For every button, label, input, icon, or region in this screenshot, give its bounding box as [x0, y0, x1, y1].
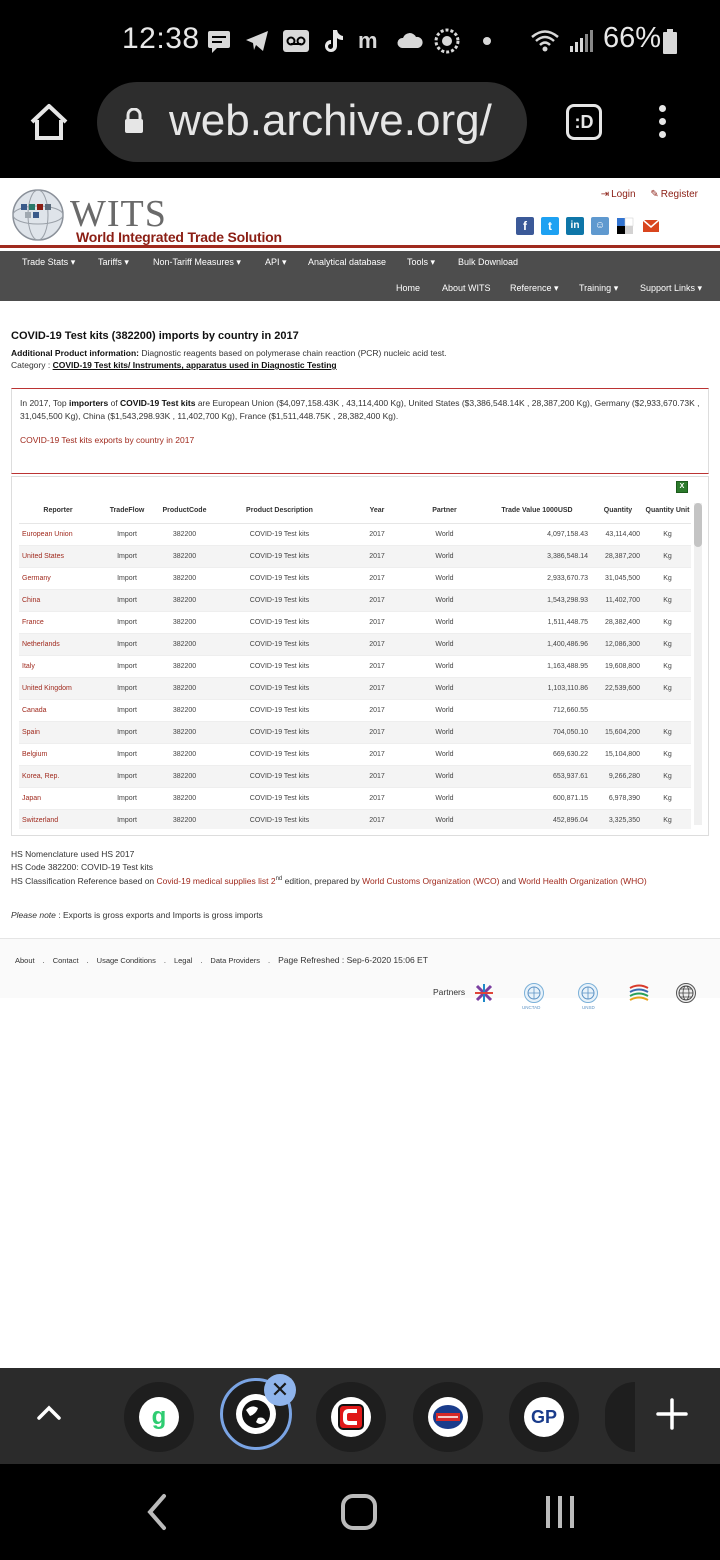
- sports-logo-icon: [428, 1397, 468, 1437]
- table-cell: Kg: [644, 611, 691, 633]
- tab-strip: [0, 1368, 720, 1464]
- summary-of: of: [108, 398, 121, 408]
- nav-row-secondary: [0, 283, 720, 299]
- please-note-text: : Exports is gross exports and Imports is gross imports: [55, 910, 263, 920]
- reporter-link[interactable]: United Kingdom: [19, 677, 97, 699]
- wifi-icon: [530, 28, 564, 54]
- ref-pre: HS Classification Reference based on: [11, 875, 157, 886]
- table-cell: COVID-19 Test kits: [212, 809, 347, 829]
- login-label: Login: [611, 189, 636, 200]
- nav-item-bulk-download[interactable]: Bulk Download: [458, 257, 519, 267]
- close-tab-icon[interactable]: ✕: [264, 1374, 296, 1406]
- table-cell: 2017: [347, 721, 407, 743]
- table-row: [19, 655, 691, 677]
- table-scrollbar[interactable]: [694, 503, 702, 825]
- table-cell: Kg: [644, 523, 691, 545]
- table-cell: 382200: [157, 545, 212, 567]
- footer-separator: .: [200, 956, 203, 965]
- unctad-caption: UNCTAD: [522, 1005, 541, 1010]
- addinfo-text: Diagnostic reagents based on polymerase chain reaction (PCR) nucleic acid test.: [138, 348, 447, 358]
- nav-item-support-links[interactable]: Support Links ▾: [640, 283, 703, 293]
- table-cell: World: [407, 721, 482, 743]
- nav-item-non-tariff-measures[interactable]: Non-Tariff Measures ▾: [153, 257, 241, 267]
- browser-toolbar: [0, 82, 720, 178]
- g-app-icon: g: [139, 1397, 179, 1437]
- table-cell: 2017: [347, 765, 407, 787]
- table-cell: World: [407, 655, 482, 677]
- table-cell: Import: [97, 677, 157, 699]
- category-info: [11, 360, 337, 370]
- table-row: [19, 567, 691, 589]
- please-note: [11, 910, 263, 920]
- table-cell: Kg: [644, 765, 691, 787]
- wits-logo-text[interactable]: WITS: [70, 193, 167, 235]
- table-cell: 2017: [347, 787, 407, 809]
- site-header: [0, 178, 720, 248]
- table-cell: Import: [97, 765, 157, 787]
- hs-code: HS Code 382200: COVID-19 Test kits: [11, 861, 154, 872]
- table-cell: World: [407, 765, 482, 787]
- hs-nomenclature: HS Nomenclature used HS 2017: [11, 849, 135, 859]
- column-header[interactable]: Trade Value 1000USD: [482, 499, 592, 523]
- url-text: web.archive.org/: [169, 96, 492, 145]
- address-bar[interactable]: [97, 82, 527, 162]
- table-cell: 2017: [347, 743, 407, 765]
- table-row: [19, 611, 691, 633]
- table-cell: 382200: [157, 523, 212, 545]
- more-options-icon[interactable]: [652, 102, 672, 142]
- table-cell: 1,400,486.96: [482, 633, 592, 655]
- voicemail-icon: [282, 28, 308, 54]
- email-icon[interactable]: [642, 217, 660, 235]
- table-cell: Import: [97, 699, 157, 721]
- table-cell: 382200: [157, 611, 212, 633]
- table-cell: 452,896.04: [482, 809, 592, 829]
- table-cell: 382200: [157, 677, 212, 699]
- cloud-icon: [396, 28, 422, 54]
- table-cell: 2017: [347, 699, 407, 721]
- table-row: [19, 765, 691, 787]
- table-cell: 2017: [347, 677, 407, 699]
- table-cell: Import: [97, 721, 157, 743]
- table-cell: COVID-19 Test kits: [212, 655, 347, 677]
- column-header[interactable]: Quantity Unit: [644, 499, 691, 523]
- table-cell: Import: [97, 787, 157, 809]
- table-cell: Import: [97, 523, 157, 545]
- table-cell: 2017: [347, 589, 407, 611]
- wits-globe-logo[interactable]: [11, 188, 65, 242]
- table-cell: 28,387,200: [592, 545, 644, 567]
- table-row: [19, 787, 691, 809]
- dropdown-caret-icon: ▾: [611, 283, 619, 293]
- c-app-icon: [331, 1397, 371, 1437]
- table-cell: World: [407, 743, 482, 765]
- table-cell: 2017: [347, 523, 407, 545]
- summary-product: COVID-19 Test kits: [120, 398, 196, 408]
- table-cell: World: [407, 699, 482, 721]
- table-cell: COVID-19 Test kits: [212, 787, 347, 809]
- table-cell: Import: [97, 743, 157, 765]
- table-cell: World: [407, 523, 482, 545]
- dropdown-caret-icon: ▾: [428, 257, 436, 267]
- dropdown-caret-icon: ▾: [233, 257, 241, 267]
- home-icon[interactable]: [26, 100, 72, 146]
- login-link[interactable]: ⇥ Login: [600, 189, 636, 200]
- table-cell: 600,871.15: [482, 787, 592, 809]
- table-cell: [644, 699, 691, 721]
- table-row: [19, 523, 691, 545]
- table-row: [19, 545, 691, 567]
- table-body: [19, 523, 691, 829]
- table-cell: 1,163,488.95: [482, 655, 592, 677]
- tab-thumbnail-g[interactable]: [124, 1382, 194, 1452]
- table-cell: Import: [97, 589, 157, 611]
- table-cell: World: [407, 809, 482, 829]
- table-cell: 712,660.55: [482, 699, 592, 721]
- wto-logo[interactable]: [628, 983, 648, 1003]
- svg-text:m: m: [358, 28, 378, 53]
- facebook-icon[interactable]: f: [516, 217, 534, 235]
- table-cell: World: [407, 545, 482, 567]
- telegram-icon: [244, 28, 270, 54]
- table-cell: 382200: [157, 765, 212, 787]
- footer-link-about[interactable]: About: [15, 956, 35, 965]
- table-cell: 382200: [157, 567, 212, 589]
- table-cell: Import: [97, 633, 157, 655]
- column-header[interactable]: Partner: [407, 499, 482, 523]
- worldbank-logo[interactable]: [676, 983, 696, 1003]
- table-cell: Kg: [644, 545, 691, 567]
- ref-sup: nd: [275, 876, 283, 882]
- chevron-up-icon[interactable]: [36, 1400, 62, 1426]
- footer-links: [15, 955, 436, 965]
- table-row: [19, 589, 691, 611]
- table-cell: 19,608,800: [592, 655, 644, 677]
- reporter-link[interactable]: Spain: [19, 721, 97, 743]
- nav-item-analytical-database[interactable]: Analytical database: [308, 257, 387, 267]
- page-title: COVID-19 Test kits (382200) imports by country in 2017: [11, 330, 299, 342]
- table-cell: 2017: [347, 809, 407, 829]
- reporter-link[interactable]: European Union: [19, 523, 97, 545]
- category-text[interactable]: COVID-19 Test kits/ Instruments, apparatus used in Diagnostic Testing: [52, 360, 337, 370]
- imports-table: [19, 499, 691, 829]
- table-cell: 11,402,700: [592, 589, 644, 611]
- table-cell: Kg: [644, 721, 691, 743]
- table-row: [19, 633, 691, 655]
- table-cell: COVID-19 Test kits: [212, 743, 347, 765]
- footer-separator: .: [163, 956, 166, 965]
- message-icon: [206, 28, 232, 54]
- dropdown-caret-icon: ▾: [551, 283, 559, 293]
- nav-item-reference[interactable]: Reference ▾: [510, 283, 559, 293]
- dropdown-caret-icon: ▾: [121, 257, 129, 267]
- table-cell: COVID-19 Test kits: [212, 721, 347, 743]
- reporter-link[interactable]: Germany: [19, 567, 97, 589]
- scrollbar-thumb[interactable]: [694, 503, 702, 547]
- new-tab-icon[interactable]: [654, 1396, 690, 1432]
- table-cell: 2017: [347, 545, 407, 567]
- table-cell: Import: [97, 567, 157, 589]
- back-icon[interactable]: [140, 1492, 174, 1537]
- itc-logo[interactable]: [474, 983, 494, 1003]
- table-cell: 382200: [157, 743, 212, 765]
- reporter-link[interactable]: Canada: [19, 699, 97, 721]
- table-cell: COVID-19 Test kits: [212, 567, 347, 589]
- table-cell: COVID-19 Test kits: [212, 765, 347, 787]
- nav-item-home[interactable]: Home: [396, 283, 421, 293]
- table-cell: 2017: [347, 611, 407, 633]
- table-cell: 2017: [347, 633, 407, 655]
- table-cell: 22,539,600: [592, 677, 644, 699]
- signal-icon: [568, 28, 594, 54]
- table-cell: 31,045,500: [592, 567, 644, 589]
- summary-text: [20, 397, 702, 423]
- footer-link-legal[interactable]: Legal: [173, 956, 193, 965]
- table-cell: COVID-19 Test kits: [212, 523, 347, 545]
- settings-wheel-icon: [434, 28, 460, 54]
- table-cell: COVID-19 Test kits: [212, 611, 347, 633]
- reporter-link[interactable]: China: [19, 589, 97, 611]
- table-cell: 2017: [347, 567, 407, 589]
- gp-app-icon: GP: [524, 1397, 564, 1437]
- un-logo[interactable]: [578, 983, 598, 1003]
- column-header[interactable]: Reporter: [19, 499, 97, 523]
- table-cell: 43,114,400: [592, 523, 644, 545]
- table-cell: 382200: [157, 655, 212, 677]
- wco-link[interactable]: World Customs Organization (WCO): [362, 875, 500, 886]
- table-cell: 382200: [157, 721, 212, 743]
- summary-importers: importers: [69, 398, 109, 408]
- table-cell: Kg: [644, 655, 691, 677]
- footer-link-usage-conditions[interactable]: Usage Conditions: [96, 956, 156, 965]
- tab-thumbnail-partial[interactable]: [605, 1382, 635, 1452]
- table-cell: Kg: [644, 809, 691, 829]
- nav-row-primary: [0, 257, 720, 273]
- table-cell: 704,050.10: [482, 721, 592, 743]
- web-page: [0, 178, 720, 1368]
- reporter-link[interactable]: Belgium: [19, 743, 97, 765]
- register-label: Register: [660, 189, 698, 200]
- dropdown-caret-icon: ▾: [695, 283, 703, 293]
- table-cell: COVID-19 Test kits: [212, 589, 347, 611]
- partners-label: Partners: [433, 987, 466, 997]
- site-footer: [0, 938, 720, 1010]
- wits-logo-subtitle: World Integrated Trade Solution: [76, 229, 282, 245]
- unsd-caption: UNSD: [582, 1005, 595, 1010]
- table-cell: World: [407, 633, 482, 655]
- recent-apps-icon[interactable]: [542, 1492, 578, 1537]
- reddit-icon[interactable]: ☺: [591, 217, 609, 235]
- exports-link[interactable]: COVID-19 Test kits exports by country in 2017: [20, 435, 195, 445]
- table-row: [19, 743, 691, 765]
- account-links: [589, 189, 698, 200]
- table-cell: 382200: [157, 633, 212, 655]
- tiktok-icon: [320, 28, 346, 54]
- twitter-icon[interactable]: t: [541, 217, 559, 235]
- table-cell: 669,630.22: [482, 743, 592, 765]
- table-cell: Kg: [644, 787, 691, 809]
- data-table-panel: [11, 476, 709, 836]
- footer-link-data-providers[interactable]: Data Providers: [210, 956, 261, 965]
- table-cell: World: [407, 567, 482, 589]
- footer-separator: .: [42, 956, 45, 965]
- table-row: [19, 721, 691, 743]
- reporter-link[interactable]: Japan: [19, 787, 97, 809]
- hs-reference: [11, 873, 647, 887]
- column-header[interactable]: Quantity: [592, 499, 644, 523]
- table-cell: Kg: [644, 589, 691, 611]
- additional-product-info: [11, 348, 447, 358]
- table-row: [19, 677, 691, 699]
- nav-item-training[interactable]: Training ▾: [579, 283, 619, 293]
- ref-and: and: [499, 875, 519, 886]
- page-refreshed: Page Refreshed : Sep-6-2020 15:06 ET: [278, 955, 428, 965]
- summary-box: [11, 388, 709, 474]
- covid-list-link[interactable]: Covid-19 medical supplies list 2: [156, 875, 276, 886]
- table-cell: Kg: [644, 677, 691, 699]
- unctad-logo[interactable]: [524, 983, 544, 1003]
- table-cell: 12,086,300: [592, 633, 644, 655]
- home-button-icon[interactable]: [340, 1492, 378, 1537]
- nav-item-about-wits[interactable]: About WITS: [442, 283, 491, 293]
- table-cell: [592, 699, 644, 721]
- table-cell: Import: [97, 655, 157, 677]
- table-row: [19, 809, 691, 829]
- reporter-link[interactable]: Italy: [19, 655, 97, 677]
- tab-thumbnail-gp[interactable]: [509, 1382, 579, 1452]
- column-header[interactable]: Product Description: [212, 499, 347, 523]
- table-cell: Import: [97, 809, 157, 829]
- table-scroll-area[interactable]: [19, 499, 702, 829]
- table-cell: 1,511,448.75: [482, 611, 592, 633]
- table-cell: 2,933,670.73: [482, 567, 592, 589]
- nav-item-trade-stats[interactable]: Trade Stats ▾: [22, 257, 76, 267]
- column-header[interactable]: ProductCode: [157, 499, 212, 523]
- reporter-link[interactable]: Switzerland: [19, 809, 97, 829]
- tab-switcher-button[interactable]: :D: [566, 104, 602, 140]
- battery-percent: 66%: [603, 22, 662, 54]
- table-cell: 15,104,800: [592, 743, 644, 765]
- table-cell: World: [407, 677, 482, 699]
- table-cell: 9,266,280: [592, 765, 644, 787]
- lock-icon: [123, 108, 145, 134]
- dropdown-caret-icon: ▾: [279, 257, 287, 267]
- reporter-link[interactable]: Korea, Rep.: [19, 765, 97, 787]
- footer-separator: .: [86, 956, 89, 965]
- status-time: 12:38: [122, 22, 200, 55]
- table-cell: COVID-19 Test kits: [212, 699, 347, 721]
- table-cell: Kg: [644, 633, 691, 655]
- table-cell: 28,382,400: [592, 611, 644, 633]
- footer-link-contact[interactable]: Contact: [52, 956, 79, 965]
- column-header[interactable]: TradeFlow: [97, 499, 157, 523]
- table-cell: 382200: [157, 699, 212, 721]
- table-cell: 4,097,158.43: [482, 523, 592, 545]
- table-cell: 382200: [157, 809, 212, 829]
- hs-notes: [11, 848, 647, 887]
- summary-rest: are European Union ($4,097,158.43K , 43,114,400 Kg), United States ($3,386,548.14K , 28,387,200 Kg), Germany ($2,933,670.73K , 31,045,500 Kg), China ($1,543,298.93K , 11,402,700 Kg), France ($1,511,448.75K , 28,382,400 Kg).: [20, 398, 700, 421]
- nav-item-tools[interactable]: Tools ▾: [407, 257, 436, 267]
- table-cell: Import: [97, 545, 157, 567]
- table-cell: Kg: [644, 567, 691, 589]
- linkedin-icon[interactable]: in: [566, 217, 584, 235]
- who-link[interactable]: World Health Organization (WHO): [518, 875, 647, 886]
- addinfo-label: Additional Product information:: [11, 348, 139, 358]
- dropdown-caret-icon: ▾: [68, 257, 76, 267]
- register-link[interactable]: ✎ Register: [650, 189, 698, 200]
- tab-thumbnail-sports[interactable]: [413, 1382, 483, 1452]
- table-cell: 382200: [157, 589, 212, 611]
- category-label: Category :: [11, 360, 51, 370]
- column-header[interactable]: Year: [347, 499, 407, 523]
- table-cell: World: [407, 611, 482, 633]
- status-bar: [0, 0, 720, 82]
- table-cell: 2017: [347, 655, 407, 677]
- table-cell: 1,543,298.93: [482, 589, 592, 611]
- ref-mid: edition, prepared by: [282, 875, 363, 886]
- table-cell: Import: [97, 611, 157, 633]
- table-cell: COVID-19 Test kits: [212, 633, 347, 655]
- table-cell: 3,386,548.14: [482, 545, 592, 567]
- table-cell: COVID-19 Test kits: [212, 545, 347, 567]
- please-note-label: Please note: [11, 910, 56, 920]
- m-app-icon: [356, 28, 382, 54]
- table-cell: Kg: [644, 743, 691, 765]
- table-row: [19, 699, 691, 721]
- table-cell: 3,325,350: [592, 809, 644, 829]
- dot-icon: [474, 28, 500, 54]
- table-cell: World: [407, 787, 482, 809]
- table-header-row: [19, 499, 691, 523]
- table-cell: 1,103,110.86: [482, 677, 592, 699]
- footer-separator: .: [268, 956, 271, 965]
- reporter-link[interactable]: Netherlands: [19, 633, 97, 655]
- tab-thumbnail-c[interactable]: [316, 1382, 386, 1452]
- excel-download-icon[interactable]: X: [676, 481, 688, 493]
- table-cell: 653,937.61: [482, 765, 592, 787]
- reporter-link[interactable]: United States: [19, 545, 97, 567]
- table-cell: 15,604,200: [592, 721, 644, 743]
- table-cell: 6,978,390: [592, 787, 644, 809]
- nav-item-tariffs[interactable]: Tariffs ▾: [98, 257, 129, 267]
- delicious-icon[interactable]: [616, 217, 634, 235]
- table-cell: 382200: [157, 787, 212, 809]
- summary-pre: In 2017, Top: [20, 398, 69, 408]
- table-cell: COVID-19 Test kits: [212, 677, 347, 699]
- main-nav: [0, 251, 720, 301]
- reporter-link[interactable]: France: [19, 611, 97, 633]
- nav-item-api[interactable]: API ▾: [265, 257, 287, 267]
- system-navigation-bar: [0, 1464, 720, 1560]
- table-cell: World: [407, 589, 482, 611]
- battery-icon: [660, 28, 680, 54]
